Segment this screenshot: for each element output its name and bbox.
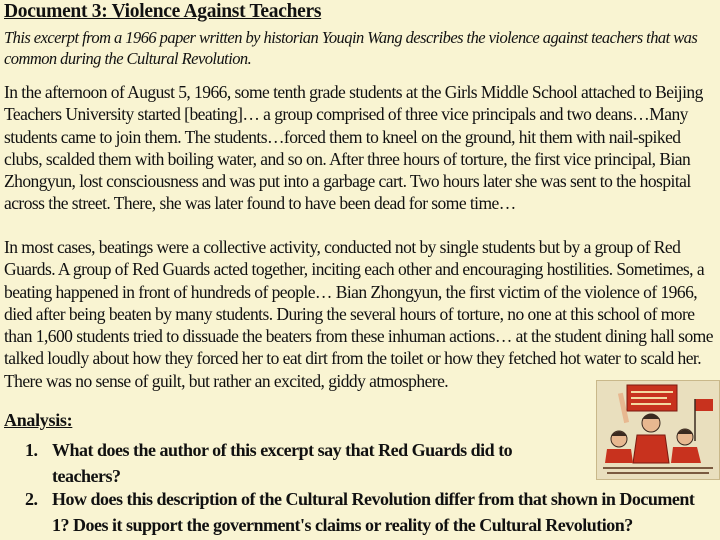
document-title: Document 3: Violence Against Teachers bbox=[4, 1, 322, 22]
excerpt-paragraph-1: In the afternoon of August 5, 1966, some tenth grade students at the Girls Middle School attached to Beijing Teachers University started [beating]… a group comprised of three vice principals and two deans…Many students came to join them. The students…forced them to kneel on the ground, hit them with nail-spiked clubs, scalded them with boiling water, and so on. After three hours of torture, the first vice principal, Bian Zhongyun, lost consciousness and was put into a garbage cart. Two hours later she was sent to the hospital across the street. There, she was later found to have been dead for some time… bbox=[4, 82, 703, 214]
propaganda-poster-image bbox=[596, 380, 720, 480]
excerpt-paragraph-2: In most cases, beatings were a collective activity, conducted not by single students but by a group of Red Guards. A group of Red Guards acted together, inciting each other and encouraging hostilities. Sometimes, a beating happened in front of hundreds of people… Bian Zhongyun, the first victim of the violence of 1966, died after being beaten by many students. During the several hours of torture, no one at this school of more than 1,600 students tried to dissuade the beaters from these inhuman actions… at the student dining hall some talked loudly about how they forced her to eat dirt from the toilet or how they fetched hot water to scald her. There was no sense of guilt, but rather an excited, giddy atmosphere. bbox=[4, 237, 713, 391]
document-intro: This excerpt from a 1966 paper written by historian Youqin Wang describes the violence against teachers that was common during the Cultural Revolution. bbox=[4, 28, 698, 68]
question-text: How does this description of the Cultural Revolution differ from that shown in Document 1? Does it support the government's claims or reality of the Cultural Revolution? bbox=[52, 489, 695, 535]
question-text: What does the author of this excerpt say that Red Guards did to teachers? bbox=[52, 440, 513, 486]
poster-illustration-icon bbox=[597, 381, 719, 479]
question-number: 1. bbox=[25, 440, 38, 460]
analysis-heading: Analysis: bbox=[4, 410, 73, 430]
question-number: 2. bbox=[25, 489, 38, 509]
